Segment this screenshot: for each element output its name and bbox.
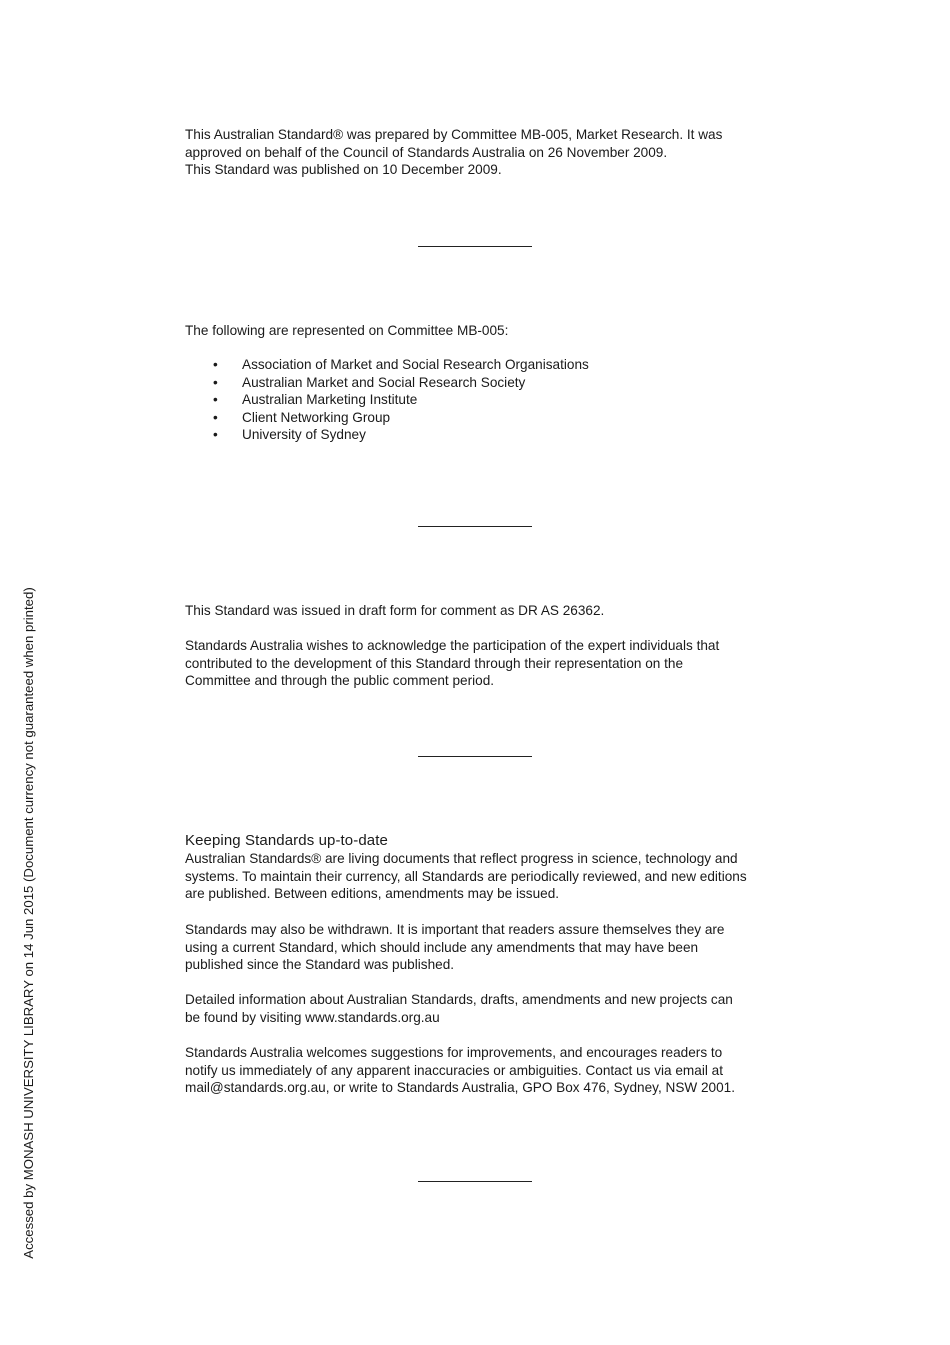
access-notice-text: Accessed by MONASH UNIVERSITY LIBRARY on 14 Jun 2015 (Document currency not guaranteed when printed) (21, 587, 36, 1259)
preparation-statement (185, 126, 775, 179)
draft-statement (185, 602, 775, 620)
list-item (185, 409, 589, 427)
paragraph-line: systems. To maintain their currency, all Standards are periodically reviewed, and new editions (185, 868, 747, 884)
bullet-icon: • (213, 374, 218, 390)
paragraph-line: using a current Standard, which should include any amendments that may have been (185, 939, 699, 955)
member-name: Australian Marketing Institute (242, 392, 418, 408)
bullet-icon: • (213, 392, 218, 408)
paragraph-line: are published. Between editions, amendments may be issued. (185, 886, 560, 902)
section-heading: Keeping Standards up-to-date (185, 832, 388, 849)
list-item (185, 391, 589, 409)
paragraph (185, 850, 775, 903)
committee-member-list (185, 356, 589, 444)
member-name: Australian Market and Social Research Society (242, 374, 526, 390)
section-divider (418, 1181, 532, 1182)
paragraph-line: mail@standards.org.au, or write to Standards Australia, GPO Box 476, Sydney, NSW 2001. (185, 1080, 736, 1096)
paragraph-line: Australian Standards® are living documents that reflect progress in science, technology and (185, 851, 738, 866)
list-item (185, 356, 589, 374)
committee-intro (185, 322, 775, 340)
member-name: Client Networking Group (242, 409, 391, 425)
bullet-icon: • (213, 427, 218, 443)
section-divider (418, 246, 532, 247)
paragraph-line: be found by visiting www.standards.org.au (185, 1009, 440, 1025)
paragraph-line: notify us immediately of any apparent inaccuracies or ambiguities. Contact us via email at (185, 1062, 723, 1078)
paragraph (185, 921, 775, 974)
up-to-date-section (185, 832, 775, 903)
paragraph-line: Detailed information about Australian Standards, drafts, amendments and new projects can (185, 992, 733, 1007)
member-name: University of Sydney (242, 427, 366, 443)
bullet-icon: • (213, 409, 218, 425)
paragraph (185, 991, 775, 1026)
list-item (185, 426, 589, 444)
committee-intro-text: The following are represented on Committee MB-005: (185, 323, 509, 338)
preparation-line: This Standard was published on 10 December 2009. (185, 162, 502, 178)
preparation-line: This Australian Standard® was prepared by Committee MB-005, Market Research. It was (185, 127, 723, 142)
draft-issued-text: This Standard was issued in draft form for comment as DR AS 26362. (185, 603, 605, 618)
preparation-line: approved on behalf of the Council of Standards Australia on 26 November 2009. (185, 144, 668, 160)
member-name: Association of Market and Social Research Organisations (242, 357, 589, 372)
paragraph-line: Standards Australia welcomes suggestions for improvements, and encourages readers to (185, 1045, 723, 1060)
list-item (185, 374, 589, 392)
acknowledgement (185, 637, 775, 690)
acknowledgement-line: Committee and through the public comment period. (185, 673, 495, 689)
acknowledgement-line: Standards Australia wishes to acknowledge the participation of the expert individuals that (185, 638, 720, 653)
acknowledgement-line: contributed to the development of this Standard through their representation on the (185, 655, 684, 671)
paragraph (185, 1044, 775, 1097)
paragraph-line: Standards may also be withdrawn. It is important that readers assure themselves they are (185, 922, 725, 937)
section-divider (418, 756, 532, 757)
section-divider (418, 526, 532, 527)
paragraph-line: published since the Standard was published. (185, 957, 455, 973)
bullet-icon: • (213, 357, 218, 372)
